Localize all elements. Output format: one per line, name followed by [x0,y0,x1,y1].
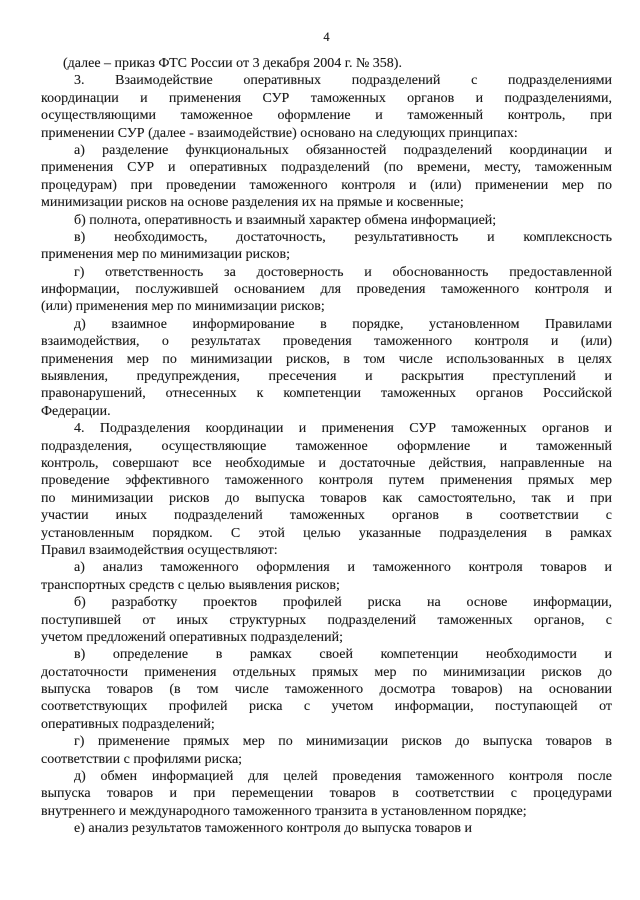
paragraph [41,820,612,837]
text-block [41,55,612,838]
text-line: соответствующих профилей риска с учетом информации, поступающей от [41,699,612,715]
text-line: соответствии с профилями риска; [41,751,243,767]
text-line: учетом предложений оперативных подразделений; [41,629,344,645]
text-line: координации и применения СУР таможенных органов и подразделениями, [41,90,612,106]
paragraph [41,72,612,142]
text-line: выпуска товаров (в том числе таможенного досмотра товаров) на основании [41,682,612,698]
text-line: осуществляющими таможенное оформление и таможенный контроль, при [41,108,612,124]
text-line: выявления, предупреждения, пресечения и раскрытия преступлений и [41,369,612,385]
text-line: информации, послужившей основанием для проведения таможенного контроля и [41,282,612,298]
text-line: проведение эффективного таможенного контроля путем применения прямых мер [41,473,612,489]
text-line: оперативных подразделений; [41,716,215,732]
text-line: поступившей от иных структурных подразделений таможенных органов, с [41,612,612,628]
page-number: 4 [323,30,330,44]
text-line: е) анализ результатов таможенного контроля до выпуска товаров и [74,821,472,837]
text-line: применения мер по минимизации рисков, в том числе использованных в целях [41,351,612,367]
text-line: внутреннего и международного таможенного транзита в установленном порядке; [41,803,527,819]
text-line: 3. Взаимодействие оперативных подразделений с подразделениями [74,73,612,89]
paragraph [41,733,612,768]
text-line: Федерации. [41,403,111,419]
text-line: взаимодействия, о результатах проведения таможенного контроля и (или) [41,334,612,350]
paragraph [41,594,612,646]
text-line: в) определение в рамках своей компетенции необходимости и [74,647,612,663]
text-line: (или) применения мер по минимизации рисков; [41,299,325,315]
text-line: контроль, совершают все необходимые и достаточные действия, направленные на [41,455,612,471]
text-line: применении СУР (далее - взаимодействие) основано на следующих принципах: [41,125,518,141]
text-line: подразделения, осуществляющие таможенное оформление и таможенный [41,438,612,454]
paragraph [41,212,612,229]
text-line: б) разработку проектов профилей риска на основе информации, [74,595,612,611]
paragraph [41,55,612,72]
text-line: установленным порядком. С этой целью указанные подразделения в рамках [41,525,612,541]
text-line: (далее – приказ ФТС России от 3 декабря 2004 г. № 358). [63,56,402,71]
text-line: Правил взаимодействия осуществляют: [41,542,278,558]
paragraph [41,264,612,316]
text-line: применения мер по минимизации рисков; [41,247,290,263]
paragraph [41,559,612,594]
text-line: применения СУР и оперативных подразделений (по времени, месту, таможенным [41,160,612,176]
text-line: г) применение прямых мер по минимизации рисков до выпуска товаров в [74,734,612,750]
text-line: правонарушений, отнесенных к компетенции таможенных органов Российской [41,386,612,402]
text-line: процедурам) при проведении таможенного контроля и (или) применении мер по [41,177,612,193]
text-line: б) полнота, оперативность и взаимный характер обмена информацией; [74,212,497,228]
text-line: г) ответственность за достоверность и обоснованность предоставленной [74,264,612,280]
text-line: выпуска товаров и при перемещении товаров в соответствии с процедурами [41,786,612,802]
paragraph [41,768,612,820]
text-line: а) анализ таможенного оформления и таможенного контроля товаров и [74,560,612,576]
paragraph [41,316,612,420]
text-line: а) разделение функциональных обязанностей подразделений координации и [74,142,612,158]
paragraph [41,420,612,559]
text-line: в) необходимость, достаточность, результативность и комплексность [74,229,612,245]
text-line: минимизации рисков на основе разделения их на прямые и косвенные; [41,195,464,211]
text-line: достаточности применения отдельных прямых мер по минимизации рисков до [41,664,612,680]
text-line: д) взаимное информирование в порядке, установленном Правилами [74,316,612,332]
paragraph [41,229,612,264]
paragraph [41,142,612,212]
text-line: 4. Подразделения координации и применения СУР таможенных органов и [74,421,612,437]
text-line: д) обмен информацией для целей проведения таможенного контроля после [74,769,612,785]
paragraph [41,646,612,733]
text-line: по минимизации рисков до выпуска товаров как самостоятельно, так и при [41,490,612,506]
text-line: участии иных подразделений таможенных органов в соответствии с [41,508,612,524]
text-line: транспортных средств с целью выявления рисков; [41,577,340,593]
